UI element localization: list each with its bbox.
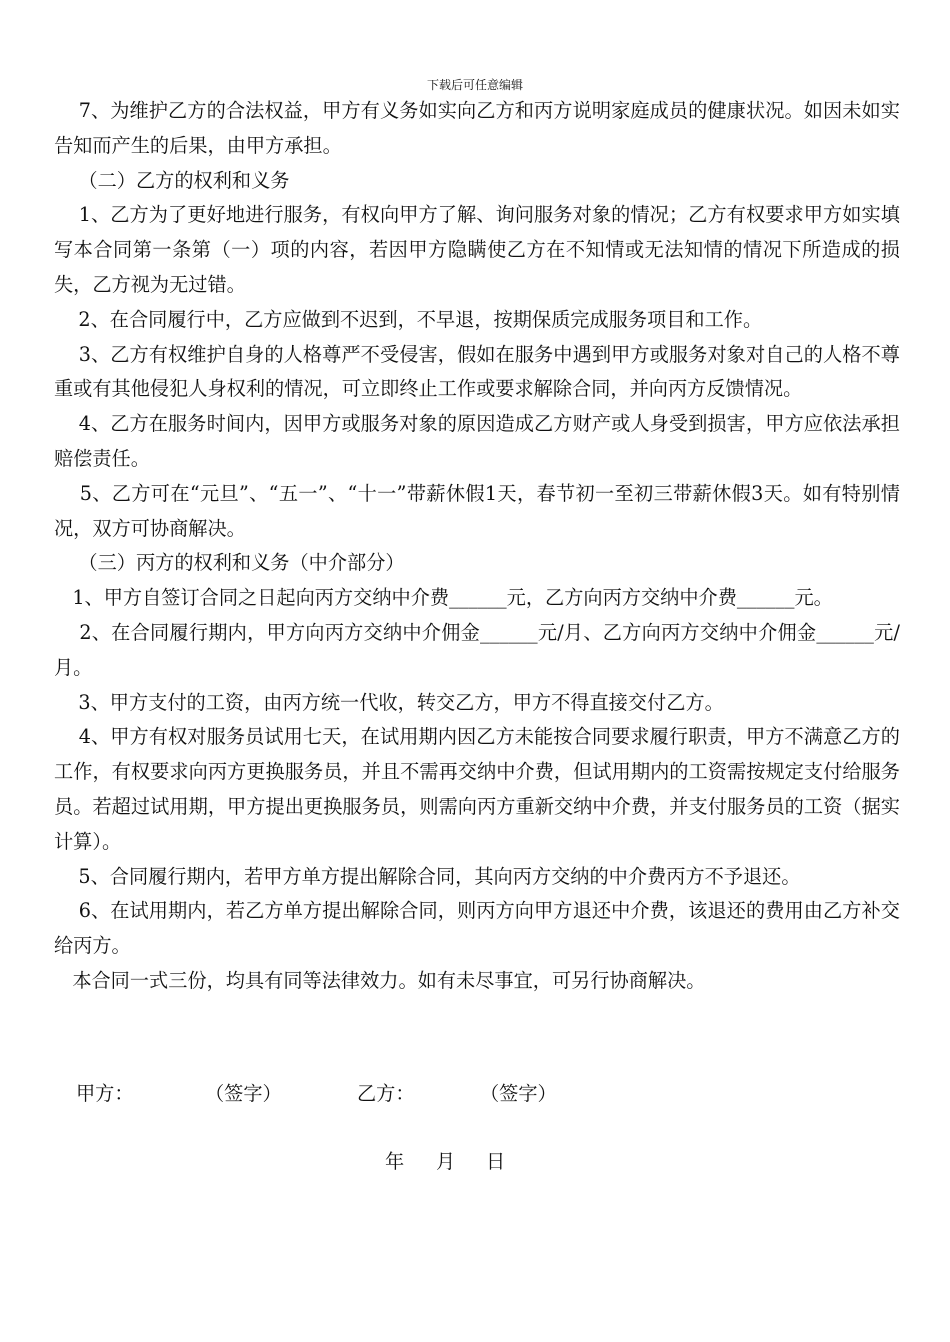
clause-paragraph: 2、在合同履行期内，甲方向丙方交纳中介佣金______元/月、乙方向丙方交纳中介佣金______元/月。	[54, 620, 900, 679]
party-b-signature: （签字）	[480, 1082, 557, 1105]
clause-paragraph: 7、为维护乙方的合法权益，甲方有义务如实向乙方和丙方说明家庭成员的健康状况。如因未如实告知而产生的后果，由甲方承担。	[54, 99, 900, 157]
party-a-signature: （签字）	[205, 1082, 282, 1105]
clause-paragraph: 4、甲方有权对服务员试用七天，在试用期内因乙方未能按合同要求履行职责，甲方不满意乙方的工作，有权要求向丙方更换服务员，并且不需再交纳中介费，但试用期内的工资需按规定支付给服务员。若超过试用期，甲方提出更换服务员，则需向丙方重新交纳中介费，并支付服务员的工资（据实计算）。	[54, 725, 900, 853]
clause-paragraph: 3、甲方支付的工资，由丙方统一代收，转交乙方，甲方不得直接交付乙方。	[54, 690, 724, 714]
clause-paragraph: 6、在试用期内，若乙方单方提出解除合同，则丙方向甲方退还中介费，该退还的费用由乙方补交给丙方。	[54, 899, 900, 958]
date-day: 日	[486, 1150, 506, 1173]
clause-paragraph: 2、在合同履行中，乙方应做到不迟到，不早退，按期保质完成服务项目和工作。	[54, 307, 763, 331]
date-month: 月	[436, 1150, 456, 1173]
date-year: 年	[385, 1150, 405, 1173]
signature-row	[0, 1078, 950, 1110]
clause-paragraph: 1、甲方自签订合同之日起向丙方交纳中介费______元，乙方向丙方交纳中介费______元。	[54, 586, 833, 610]
party-a-label: 甲方：	[76, 1082, 134, 1105]
party-b-label: 乙方：	[357, 1082, 415, 1105]
clause-paragraph: 5、合同履行期内，若甲方单方提出解除合同，其向丙方交纳的中介费丙方不予退还。	[54, 864, 801, 888]
clause-paragraph: 1、乙方为了更好地进行服务，有权向甲方了解、询问服务对象的情况；乙方有权要求甲方如实填写本合同第一条第（一）项的内容，若因甲方隐瞒使乙方在不知情或无法知情的情况下所造成的损失，乙方视为无过错。	[54, 203, 900, 296]
clause-paragraph: 4、乙方在服务时间内，因甲方或服务对象的原因造成乙方财产或人身受到损害，甲方应依法承担赔偿责任。	[54, 412, 900, 470]
date-row	[0, 1146, 950, 1178]
section-heading: （三）丙方的权利和义务（中介部分）	[54, 551, 405, 575]
closing-paragraph: 本合同一式三份，均具有同等法律效力。如有未尽事宜，可另行协商解决。	[54, 968, 706, 992]
contract-body	[54, 94, 900, 999]
clause-paragraph: 3、乙方有权维护自身的人格尊严不受侵害，假如在服务中遇到甲方或服务对象对自己的人格不尊重或有其他侵犯人身权利的情况，可立即终止工作或要求解除合同，并向丙方反馈情况。	[54, 342, 900, 401]
page-header: 下载后可任意编辑	[426, 78, 523, 92]
section-heading: （二）乙方的权利和义务	[54, 168, 290, 192]
clause-paragraph: 5、乙方可在“元旦”、“五一”、“十一”带薪休假1天，春节初一至初三带薪休假3天。如有特别情况，双方可协商解决。	[54, 481, 900, 540]
